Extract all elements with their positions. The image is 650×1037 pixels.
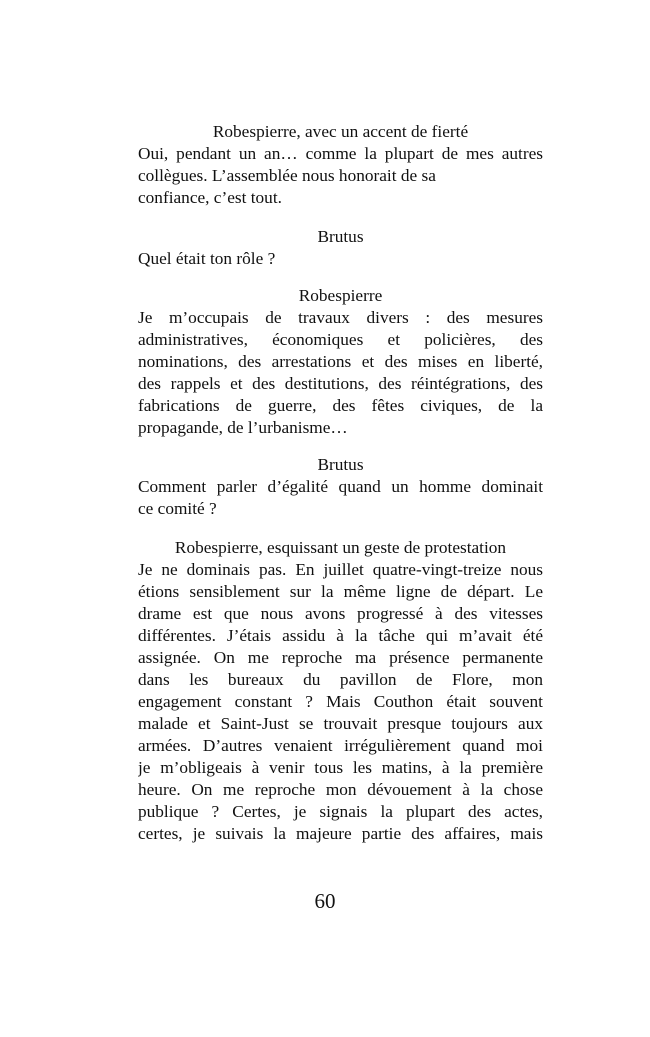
text-line: étions sensiblement sur la même ligne de départ. Le: [138, 582, 543, 601]
text-line: nominations, des arrestations et des mises en liberté,: [138, 352, 543, 371]
spacer: [138, 520, 543, 537]
text-line: différentes. J’étais assidu à la tâche qui m’avait été: [138, 626, 543, 645]
text-line: administratives, économiques et policières, des: [138, 330, 543, 349]
speaker-name: Brutus: [317, 455, 364, 474]
text-line: engagement constant ? Mais Couthon était souvent: [138, 692, 543, 711]
text-line: je m’obligeais à venir tous les matins, à la première: [138, 758, 543, 777]
spacer: [138, 439, 543, 454]
page-number: 60: [314, 889, 336, 913]
spacer: [138, 270, 543, 285]
text-line: fabrications de guerre, des fêtes civiques, de la: [138, 396, 543, 415]
text-line: Je m’occupais de travaux divers : des mesures: [138, 308, 543, 327]
dialogue-block: [138, 454, 543, 520]
text-line: publique ? Certes, je signais la plupart des actes,: [138, 802, 543, 821]
page-text-block: [138, 121, 543, 845]
text-line: Je ne dominais pas. En juillet quatre-vingt-treize nous: [138, 560, 543, 579]
text-line: assignée. On me reproche ma présence permanente: [138, 648, 543, 667]
text-line: drame est que nous avons progressé à des vitesses: [138, 604, 543, 623]
speaker-name: Brutus: [317, 227, 364, 246]
speaker-direction: Robespierre, avec un accent de fierté: [212, 122, 469, 141]
text-line: heure. On me reproche mon dévouement à la chose: [138, 780, 543, 799]
spacer: [138, 209, 543, 226]
speaker-name: Robespierre: [298, 286, 383, 305]
text-line: certes, je suivais la majeure partie des affaires, mais: [138, 824, 543, 843]
dialogue-block: [138, 537, 543, 845]
text-line: ce comité ?: [138, 499, 217, 518]
dialogue-block: [138, 285, 543, 439]
text-line: dans les bureaux du pavillon de Flore, mon: [138, 670, 543, 689]
text-line: armées. D’autres venaient irrégulièrement quand moi: [138, 736, 543, 755]
dialogue-block: [138, 121, 543, 209]
text-line: Comment parler d’égalité quand un homme dominait: [138, 477, 543, 496]
dialogue-block: [138, 226, 543, 270]
text-line: collègues. L’assemblée nous honorait de sa: [138, 166, 436, 185]
speaker-direction: Robespierre, esquissant un geste de protestation: [174, 538, 507, 557]
text-line: des rappels et des destitutions, des réintégrations, des: [138, 374, 543, 393]
text-line: confiance, c’est tout.: [138, 188, 282, 207]
text-line: propagande, de l’urbanisme…: [138, 418, 348, 437]
text-line: Quel était ton rôle ?: [138, 249, 276, 268]
text-line: malade et Saint-Just se trouvait presque toujours aux: [138, 714, 543, 733]
text-line: Oui, pendant un an… comme la plupart de mes autres: [138, 144, 543, 163]
